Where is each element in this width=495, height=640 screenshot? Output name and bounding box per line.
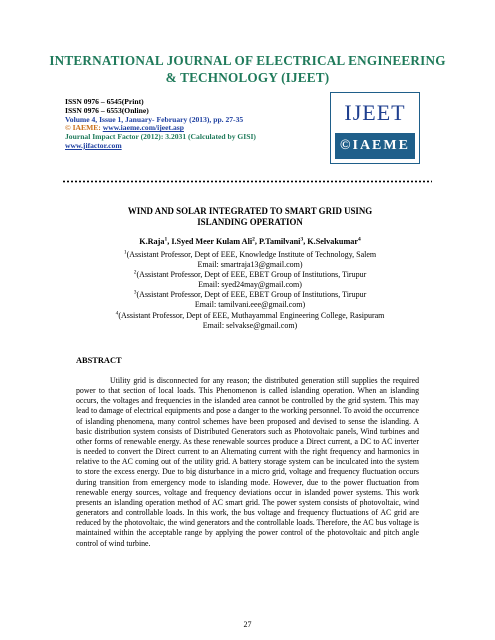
author-name: P.Tamilvani <box>258 237 301 246</box>
paper-title-line2: ISLANDING OPERATION <box>197 216 303 227</box>
impact-factor: Journal Impact Factor (2012): 3.2031 (Calculated by GISI) <box>65 132 256 142</box>
issn-print: ISSN 0976 – 6545(Print) <box>65 97 144 106</box>
abstract-body: Utility grid is disconnected for any reason; the distributed generation still supplies the required power to that section of local loads. This Phenomenon is called islanding operation. When an islanding occurs, the voltages and frequencies in the islanded area cannot be controlled by the grid system. This may lead to damage of electrical equipments and pose a danger to the working personnel. To avoid the occurrence of islanding phenomena, many control schemes have been proposed and devised to sense the islanding. A basic distribution system consists of Distributed Generators such as Photovoltaic panels, Wind turbines and other forms of renewable energy. As these renewable sources produce a Direct current, a DC to AC inverter is needed to convert the Direct current to an Alternating current with the right frequency and harmonics in relative to the AC coming out of the utility grid. A battery storage system can be inculcated into the system to store the excess energy. Due to big disturbance in a micro grid, voltage and frequency fluctuation occurs during transition from emergency mode to islanding mode. However, due to the power fluctuation from renewable energy sources, voltage and frequency deviations occur in islanded power systems. This work presents an islanding operation method of AC smart grid. The power system consists of photovoltaic, wind generators and controllable loads. In this work, the bus voltage and frequency fluctuations of AC grid are reduced by the photovoltaic, the wind generators and the controllable loads. Therefore, the AC bus voltage is maintained within the acceptable range by applying the power control of the photovoltaic and pitch angle control of wind turbine. <box>76 376 419 548</box>
affiliation-email: Email: smartraja13@gmail.com) <box>197 260 303 270</box>
affiliation-email: Email: syed24may@gmail.com) <box>198 280 302 290</box>
journal-title-line1: INTERNATIONAL JOURNAL OF ELECTRICAL ENGINEERING <box>49 53 446 68</box>
affiliation-email: Email: selvakse@gmail.com) <box>202 320 298 330</box>
issn-online: ISSN 0976 – 6553(Online) <box>65 105 149 115</box>
author-name: K.Raja <box>139 237 165 246</box>
affiliation-email: Email: tamilvani.eee@gmail.com) <box>194 300 306 310</box>
author-name: I.Syed Meer Kulam Ali <box>171 237 253 246</box>
journal-title <box>20 52 475 86</box>
journal-meta <box>65 98 335 151</box>
affiliation-line: $^4$(Assistant Professor, Dept of EEE, Muthayammal Engineering College, Rasipuram <box>115 309 385 320</box>
affiliation-line: $^3$(Assistant Professor, Dept of EEE, EBET Group of Institutions, Tirupur <box>133 289 367 300</box>
volume-info: Volume 4, Issue 1, January- February (2013), pp. 27-35 <box>65 114 244 124</box>
author-sup: 3 <box>300 236 304 243</box>
author-sup: 1 <box>164 236 168 243</box>
iaeme-link[interactable]: www.iaeme.com/ijeet.asp <box>102 123 184 133</box>
page-number: 27 <box>243 620 252 629</box>
abstract-heading: ABSTRACT <box>76 356 122 365</box>
logo-top-text: IJEET <box>335 97 415 129</box>
affiliation-line: $^1$(Assistant Professor, Dept of EEE, Knowledge Institute of Technology, Salem <box>123 249 377 259</box>
paper-title <box>60 206 440 227</box>
ijeet-logo <box>330 92 420 164</box>
dotted-divider <box>62 180 432 183</box>
paper-title-line1: WIND AND SOLAR INTEGRATED TO SMART GRID USING <box>127 206 373 216</box>
affiliation-line: $^2$(Assistant Professor, Dept of EEE, EBET Group of Institutions, Tirupur <box>133 269 367 280</box>
logo-bottom-text: ©IAEME <box>335 133 415 159</box>
jifactor-link[interactable]: www.jifactor.com <box>65 140 122 150</box>
journal-title-line2: & TECHNOLOGY (IJEET) <box>165 70 330 85</box>
affiliations <box>60 250 440 331</box>
iaeme-prefix: © IAEME: <box>65 123 103 133</box>
author-name: K.Selvakumar <box>307 237 359 246</box>
author-sup: 2 <box>252 236 255 243</box>
author-sup: 4 <box>358 236 361 243</box>
author-list: K.Raja$^1$, I.Syed Meer Kulam Ali$^2$, P.Tamilvani$^3$, K.Selvakumar$^4$ <box>139 236 361 246</box>
